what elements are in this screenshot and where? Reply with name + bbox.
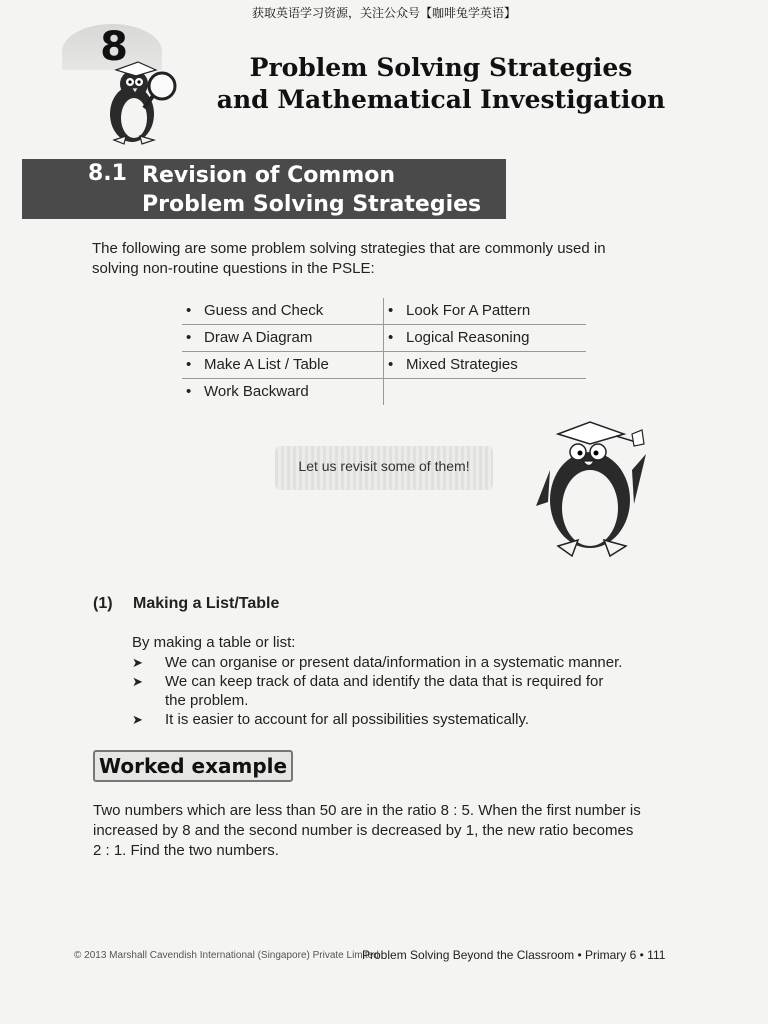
chapter-title-line1: Problem Solving Strategies: [249, 53, 633, 82]
section-title: [142, 161, 502, 219]
bullet-icon: •: [388, 329, 394, 346]
section-number: 8.1: [88, 161, 127, 186]
strategies-row: [182, 352, 586, 379]
bullet-icon: •: [186, 302, 192, 319]
point-text: We can organise or present data/information in a systematic manner.: [165, 654, 623, 671]
bullet-icon: •: [388, 302, 394, 319]
strategy-item: [182, 379, 384, 405]
chapter-title: [196, 52, 686, 116]
bullet-icon: •: [186, 356, 192, 373]
bullet-icon: •: [186, 383, 192, 400]
penguin-magnifier-illustration: [92, 56, 188, 148]
chapter-title-line2: and Mathematical Investigation: [216, 85, 666, 114]
section-title-line2: Problem Solving Strategies: [142, 192, 482, 217]
arrow-bullet-icon: ➤: [132, 655, 143, 670]
intro-line1: The following are some problem solving strategies that are commonly used in: [92, 240, 606, 257]
strategies-row: [182, 298, 586, 325]
speech-bubble: [275, 446, 493, 490]
list-item: [132, 672, 652, 710]
arrow-bullet-icon: ➤: [132, 712, 143, 727]
strategy-label: Look For A Pattern: [406, 302, 531, 319]
strategy-label: Make A List / Table: [204, 356, 329, 373]
point-text: [165, 672, 603, 710]
problem-line3: 2 : 1. Find the two numbers.: [93, 842, 279, 859]
subsection-heading: [93, 595, 279, 613]
intro-paragraph: [92, 239, 692, 279]
footer-copyright: © 2013 Marshall Cavendish International (Singapore) Private Limited: [74, 950, 379, 961]
speech-text: Let us revisit some of them!: [298, 458, 470, 474]
subsection-points: [132, 653, 652, 729]
strategy-label: Work Backward: [204, 383, 309, 400]
strategy-item: [384, 325, 586, 351]
bullet-icon: •: [186, 329, 192, 346]
chapter-number: 8: [100, 24, 128, 70]
strategy-item: [182, 352, 384, 378]
strategy-item: [182, 325, 384, 351]
strategies-row: [182, 379, 586, 405]
intro-line2: solving non-routine questions in the PSLE:: [92, 260, 375, 277]
problem-line2: increased by 8 and the second number is decreased by 1, the new ratio becomes: [93, 822, 634, 839]
strategy-item: [182, 298, 384, 324]
point-text-line: We can keep track of data and identify the data that is required for: [165, 673, 604, 690]
subsection-title: Making a List/Table: [133, 595, 280, 612]
problem-line1: Two numbers which are less than 50 are in the ratio 8 : 5. When the first number is: [93, 802, 641, 819]
bullet-icon: •: [388, 356, 394, 373]
list-item: [132, 710, 652, 729]
strategy-label: Logical Reasoning: [406, 329, 530, 346]
strategy-item: [384, 298, 586, 324]
penguin-graduate-illustration: [528, 414, 654, 560]
section-heading-bar: [22, 159, 506, 219]
footer-book-info: Problem Solving Beyond the Classroom • Primary 6 • 111: [362, 948, 666, 962]
arrow-bullet-icon: ➤: [132, 674, 143, 689]
subsection-number: (1): [93, 595, 113, 612]
subsection-lead: By making a table or list:: [132, 634, 296, 651]
strategy-label: Draw A Diagram: [204, 329, 313, 346]
worked-example-problem: [93, 801, 693, 861]
strategy-item: [384, 352, 586, 378]
header-note: 获取英语学习资源，关注公众号【咖啡兔学英语】: [251, 6, 516, 20]
worked-example-badge: Worked example: [93, 750, 293, 782]
strategy-label: Mixed Strategies: [406, 356, 518, 373]
point-text: It is easier to account for all possibilities systematically.: [165, 711, 530, 728]
strategies-table: [182, 298, 586, 405]
section-title-line1: Revision of Common: [142, 163, 396, 188]
list-item: [132, 653, 652, 672]
point-text-line: the problem.: [165, 692, 249, 709]
strategies-row: [182, 325, 586, 352]
strategy-item-empty: [384, 379, 586, 405]
strategy-label: Guess and Check: [204, 302, 324, 319]
